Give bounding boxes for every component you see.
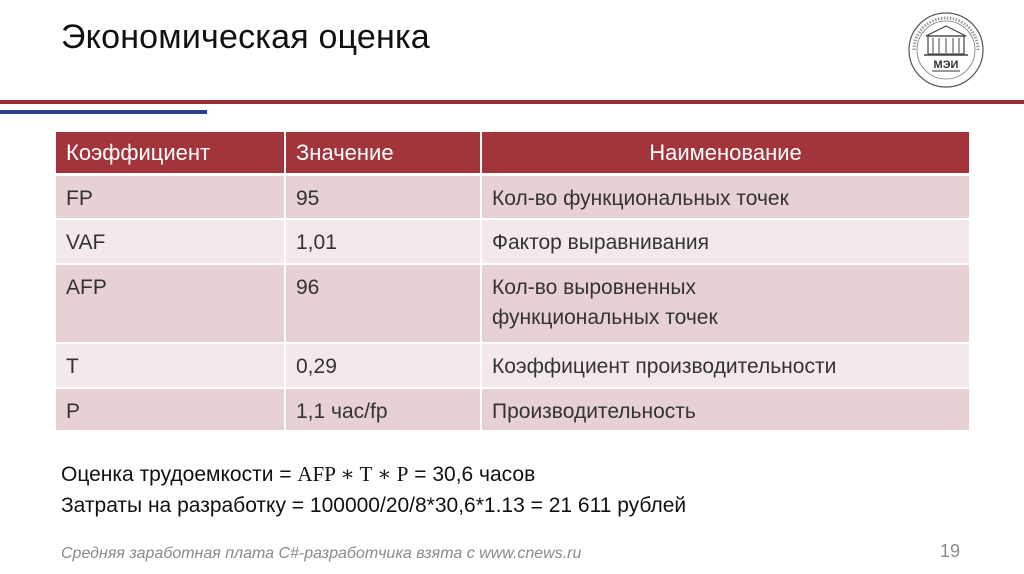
column-header-coefficient: Коэффициент	[56, 132, 285, 175]
table-row	[56, 175, 969, 219]
cell-coefficient: FP	[56, 175, 285, 219]
cell-value: 1,01	[285, 219, 481, 264]
cell-name: Кол-во функциональных точек	[481, 175, 969, 219]
page-title: Экономическая оценка	[61, 18, 430, 56]
table-row	[56, 264, 969, 343]
svg-text:МЭИ: МЭИ	[933, 59, 959, 71]
table-row	[56, 343, 969, 388]
cell-coefficient: AFP	[56, 264, 285, 343]
cell-coefficient: VAF	[56, 219, 285, 264]
cell-coefficient: P	[56, 388, 285, 431]
cell-name: Кол-во выровненных функциональных точек	[481, 264, 969, 343]
labor-estimate-label: Оценка трудоемкости =	[61, 463, 298, 486]
cell-value: 1,1 час/fp	[285, 388, 481, 431]
column-header-value: Значение	[285, 132, 481, 175]
labor-estimate-line	[61, 459, 686, 490]
cell-name: Производительность	[481, 388, 969, 431]
table-header-row	[56, 132, 969, 175]
header-divider-red	[0, 100, 1024, 104]
labor-estimate-expression: AFP ∗ T ∗ P	[297, 462, 409, 486]
cell-name: Фактор выравнивания	[481, 219, 969, 264]
source-footnote: Средняя заработная плата C#-разработчика взята с www.cnews.ru	[61, 545, 582, 562]
column-header-name: Наименование	[481, 132, 969, 175]
cell-name: Коэффициент производительности	[481, 343, 969, 388]
page-number: 19	[940, 541, 961, 561]
table-row	[56, 219, 969, 264]
table-row	[56, 388, 969, 431]
cell-value: 96	[285, 264, 481, 343]
cell-value: 95	[285, 175, 481, 219]
header-divider-blue	[0, 110, 207, 114]
cell-coefficient: T	[56, 343, 285, 388]
calculation-block	[61, 459, 686, 521]
development-cost-line: Затраты на разработку = 100000/20/8*30,6*1.13 = 21 611 рублей	[61, 494, 687, 517]
coefficients-table	[56, 132, 969, 432]
university-logo-icon	[906, 6, 986, 94]
cell-value: 0,29	[285, 343, 481, 388]
labor-estimate-result: = 30,6 часов	[408, 463, 536, 486]
